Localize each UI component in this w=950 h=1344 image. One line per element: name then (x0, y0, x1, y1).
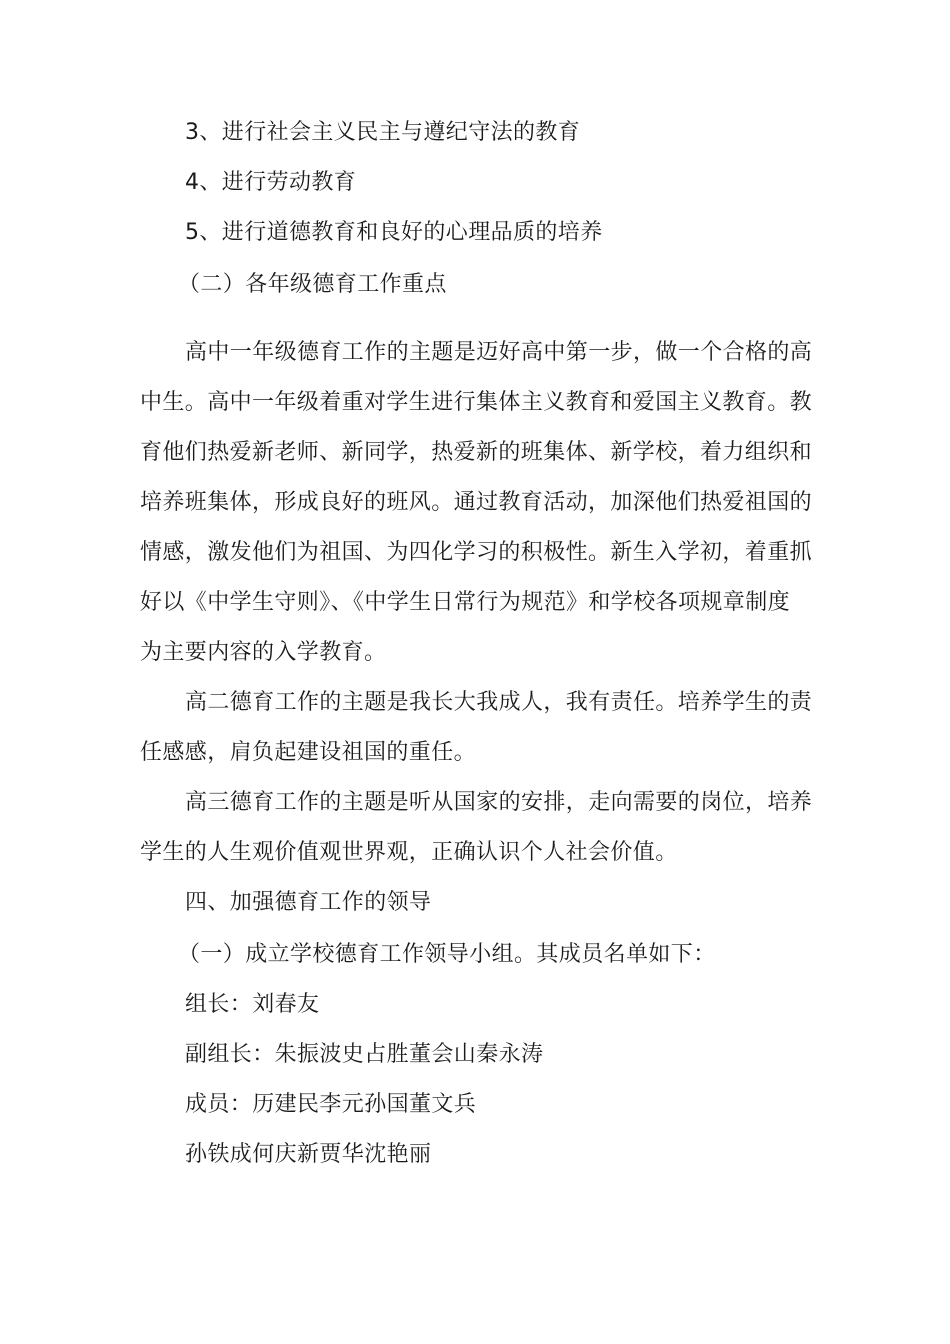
subsection-one-heading: （一）成立学校德育工作领导小组。其成员名单如下： (178, 942, 716, 967)
list-item-4: 4、进行劳动教育 (185, 170, 357, 195)
members-line: 成员：历建民李元孙国董文兵 (185, 1092, 477, 1117)
grade1-paragraph-line: 中生。高中一年级着重对学生进行集体主义教育和爱国主义教育。教 (140, 390, 813, 415)
section-four-heading: 四、加强德育工作的领导 (185, 890, 432, 915)
members-line-2: 孙铁成何庆新贾华沈艳丽 (185, 1142, 432, 1167)
grade2-paragraph-line: 高二德育工作的主题是我长大我成人，我有责任。培养学生的责 (185, 690, 813, 715)
grade1-paragraph-line: 为主要内容的入学教育。 (140, 640, 387, 665)
section-grade-heading: （二）各年级德育工作重点 (178, 272, 447, 297)
grade1-paragraph-line: 好以《中学生守则》、《中学生日常行为规范》和学校各项规章制度 (140, 590, 791, 615)
deputy-leader-line: 副组长：朱振波史占胜董会山秦永涛 (185, 1042, 544, 1067)
grade2-paragraph-line: 任感感，肩负起建设祖国的重任。 (140, 740, 477, 765)
grade1-paragraph-line: 高中一年级德育工作的主题是迈好高中第一步，做一个合格的高 (185, 340, 813, 365)
leader-line: 组长：刘春友 (185, 992, 320, 1017)
list-item-5: 5、进行道德教育和良好的心理品质的培养 (185, 220, 603, 245)
list-item-3: 3、进行社会主义民主与遵纪守法的教育 (185, 120, 581, 145)
grade1-paragraph-line: 情感，激发他们为祖国、为四化学习的积极性。新生入学初，着重抓 (140, 540, 813, 565)
grade3-paragraph-line: 学生的人生观价值观世界观，正确认识个人社会价值。 (140, 840, 678, 865)
grade1-paragraph-line: 培养班集体，形成良好的班风。通过教育活动，加深他们热爱祖国的 (140, 490, 813, 515)
grade3-paragraph-line: 高三德育工作的主题是听从国家的安排，走向需要的岗位，培养 (185, 790, 813, 815)
grade1-paragraph-line: 育他们热爱新老师、新同学，热爱新的班集体、新学校，着力组织和 (140, 440, 813, 465)
